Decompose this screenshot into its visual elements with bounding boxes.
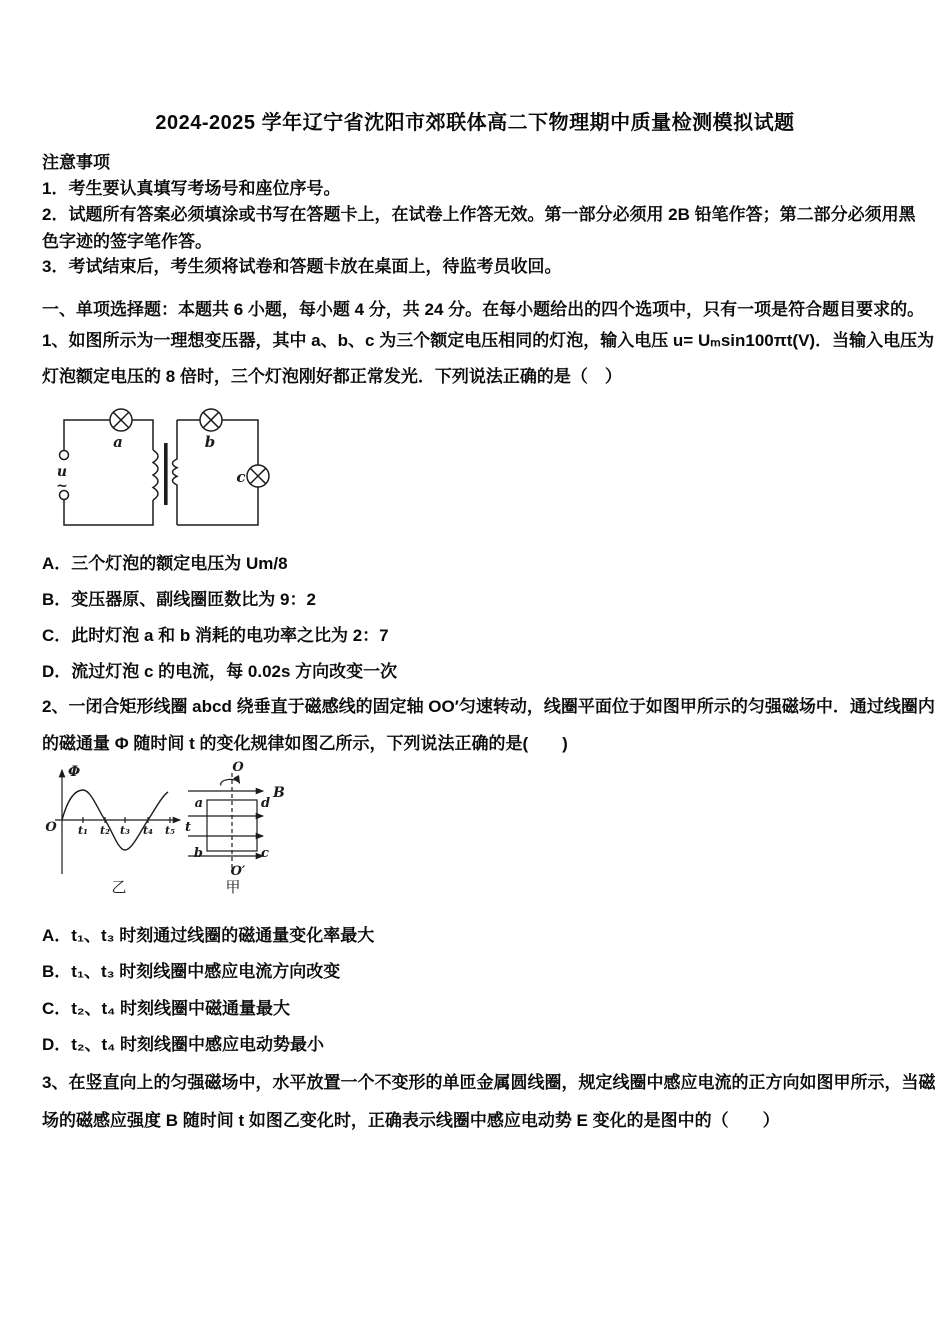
tick-t3: t₃ <box>120 824 130 837</box>
q2-option-b: B．t₁、t₃ 时刻线圈中感应电流方向改变 <box>42 962 341 981</box>
origin-label: O <box>45 820 57 835</box>
notice-heading: 注意事项 <box>42 153 110 172</box>
page-title: 2024-2025 学年辽宁省沈阳市郊联体高二下物理期中质量检测模拟试题 <box>155 112 795 134</box>
q2-option-c: C．t₂、t₄ 时刻线圈中磁通量最大 <box>42 999 290 1018</box>
axis-top-label: O <box>232 760 244 775</box>
primary-coil <box>153 450 158 500</box>
flux-graph-and-coil-figure <box>35 758 315 898</box>
circuit-figure <box>40 397 300 542</box>
q1-option-b: B．变压器原、副线圈匝数比为 9：2 <box>42 590 316 609</box>
secondary-coil <box>173 420 178 525</box>
notice-item-2: 2．试题所有答案必须填涂或书写在答题卡上，在试卷上作答无效。第一部分必须用 2B 铅笔作答；第二部分必须用黑色字迹的签字笔作答。 <box>42 205 916 251</box>
tick-t5: t₅ <box>165 824 175 837</box>
bulb-b-icon <box>200 409 222 431</box>
section-heading: 一、单项选择题：本题共 6 小题，每小题 4 分，共 24 分。在每小题给出的四个选项中，只有一项是符合题目要求的。 <box>42 300 925 319</box>
q2-option-a: A．t₁、t₃ 时刻通过线圈的磁通量变化率最大 <box>42 926 375 945</box>
phi-axis-label: Φ <box>68 764 81 780</box>
source-u-label: u <box>56 464 68 480</box>
q1-option-d: D．流过灯泡 c 的电流，每 0.02s 方向改变一次 <box>42 662 398 681</box>
transformer-core <box>164 443 168 505</box>
corner-d-label: d <box>261 796 271 811</box>
field-b-label: B <box>273 785 285 801</box>
notice-item-1: 1．考生要认真填写考场号和座位序号。 <box>42 179 341 198</box>
question-2-text: 2、一闭合矩形线圈 abcd 绕垂直于磁感线的固定轴 OO′匀速转动，线圈平面位于如图甲所示的匀强磁场中．通过线圈内的磁通量 Φ 随时间 t 的变化规律如图乙所示，下列说法正确的是( ) <box>42 697 935 753</box>
axis-bottom-label: O′ <box>230 864 246 879</box>
tick-t4: t₄ <box>143 824 153 837</box>
tick-t2: t₂ <box>100 824 110 837</box>
corner-b-label: b <box>193 846 203 861</box>
tick-t1: t₁ <box>78 824 88 837</box>
t-axis-label: t <box>185 820 192 835</box>
q2-option-d: D．t₂、t₄ 时刻线圈中感应电动势最小 <box>42 1035 324 1054</box>
q1-option-c: C．此时灯泡 a 和 b 消耗的电功率之比为 2：7 <box>42 626 389 645</box>
corner-a-label: a <box>194 796 203 811</box>
question-1-text: 1、如图所示为一理想变压器，其中 a、b、c 为三个额定电压相同的灯泡，输入电压 u= Uₘsin100πt(V)．当输入电压为灯泡额定电压的 8 倍时，三个灯泡刚好都正常发光．下列说法正确的是（ ） <box>42 331 935 386</box>
rotation-arrow-icon <box>221 779 240 785</box>
bulb-a-icon <box>110 409 132 431</box>
ac-symbol: ~ <box>56 478 68 494</box>
corner-c-label: c <box>261 846 269 861</box>
input-terminal-top <box>60 451 69 460</box>
notice-item-3: 3．考试结束后，考生须将试卷和答题卡放在桌面上，待监考员收回。 <box>42 257 562 276</box>
bulb-a-label: a <box>113 433 123 451</box>
graph-caption: 乙 <box>111 879 127 896</box>
bulb-c-icon <box>247 465 269 487</box>
bulb-b-label: b <box>204 433 216 451</box>
question-3-text: 3、在竖直向上的匀强磁场中，水平放置一个不变形的单匝金属圆线圈，规定线圈中感应电流的正方向如图甲所示，当磁场的磁感应强度 B 随时间 t 如图乙变化时，正确表示线圈中感应电动势 E 变化的是图中的（ ） <box>42 1073 936 1130</box>
coil-caption: 甲 <box>225 879 241 896</box>
q1-option-a: A．三个灯泡的额定电压为 Um/8 <box>42 554 288 573</box>
bulb-c-label: c <box>236 468 246 486</box>
